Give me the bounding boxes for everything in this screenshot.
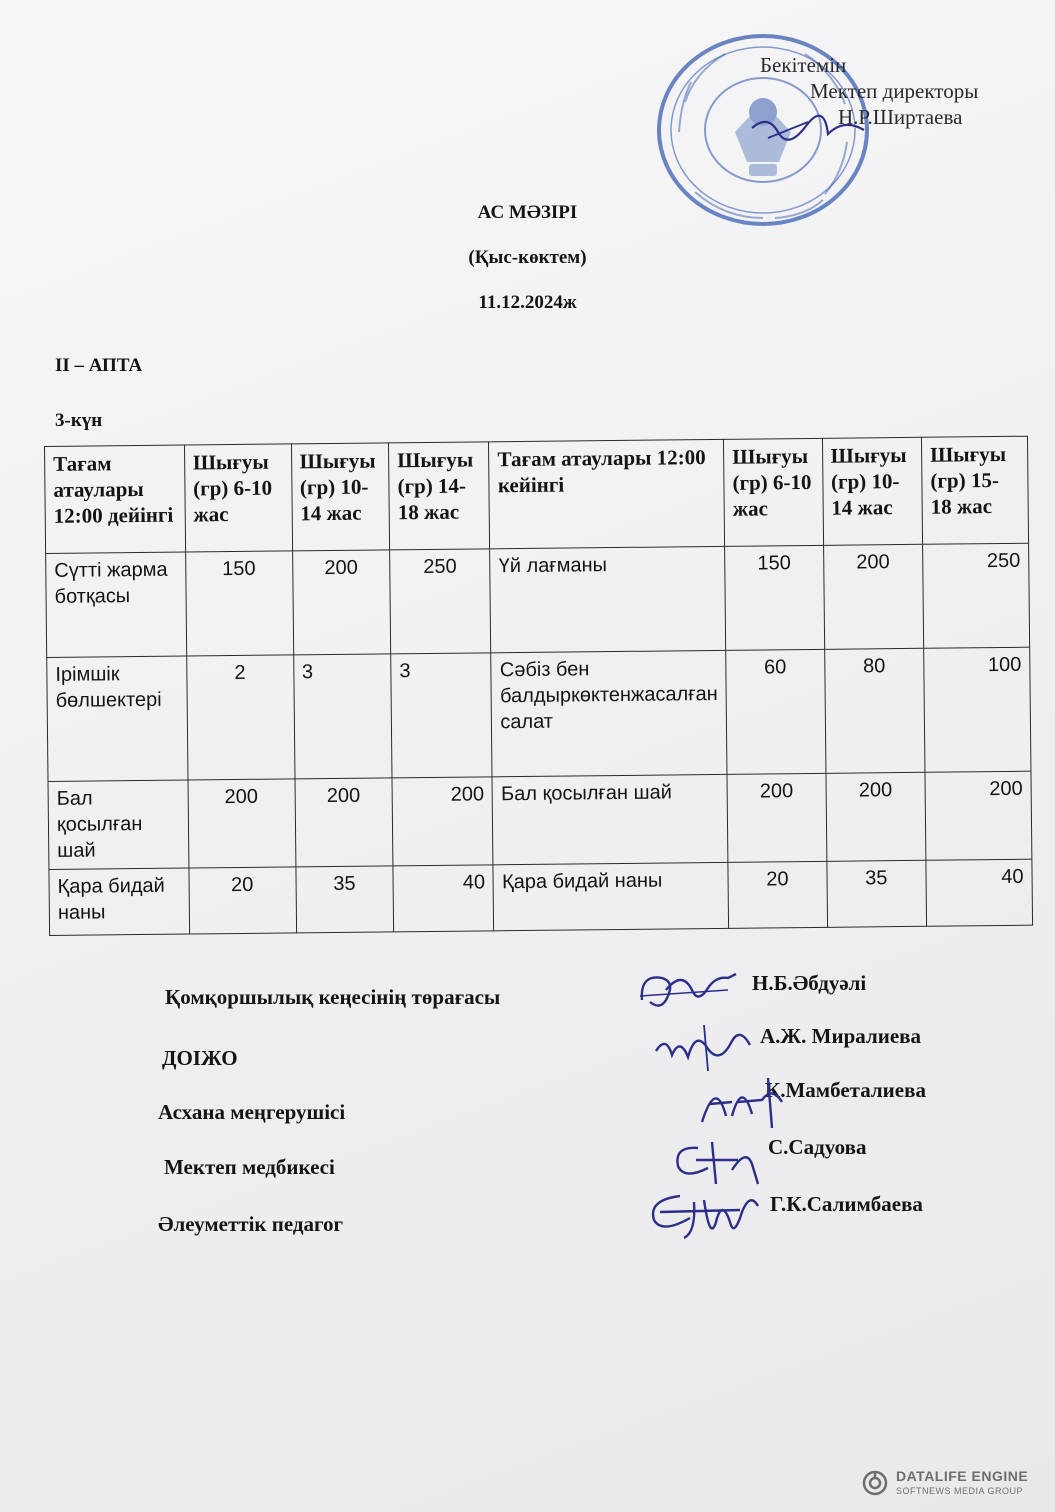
portion-cell: 250 [390,549,491,654]
portion-cell: 20 [728,861,827,928]
director-signature [748,108,868,148]
header-dish-after-noon: Тағам атаулары 12:00 кейінгі [489,439,725,548]
handwritten-signature [668,1130,778,1190]
dish-cell: Сүтті жарма ботқасы [46,552,187,657]
table-row [48,771,1032,869]
header-portion-10-14-pm: Шығуы (гр) 10-14 жас [822,437,923,545]
signature-role: Мектеп медбикесі [164,1155,335,1179]
menu-table [44,436,1033,936]
handwritten-signature [692,1072,802,1132]
watermark-subtitle: SOFTNEWS MEDIA GROUP [896,1486,1024,1496]
approval-position: Мектеп директоры [810,79,979,103]
signature-role: Қомқоршылық кеңесінің төрағасы [165,985,501,1009]
dish-cell: Үй лағманы [490,546,726,652]
week-label: II – АПТА [55,355,143,376]
table-header-row [45,436,1029,553]
portion-cell: 3 [293,654,392,779]
portion-cell: 2 [186,655,294,780]
handwritten-signature [640,1182,770,1252]
title-block [0,198,1055,333]
signature-name: Н.Б.Әбдуәлі [752,971,867,995]
portion-cell: 35 [295,866,393,933]
header-portion-6-10-pm: Шығуы (гр) 6-10 жас [724,438,824,546]
signature-name: С.Садуова [768,1135,867,1159]
signature-role: Асхана меңгерушісі [158,1100,346,1124]
portion-cell: 3 [391,653,493,778]
header-dish-before-noon: Тағам атаулары 12:00 дейінгі [45,445,186,553]
signature-row [0,1078,1055,1150]
portion-cell: 200 [823,544,924,649]
datalife-logo-icon [862,1470,888,1496]
day-label: 3-күн [55,410,103,431]
portion-cell: 35 [826,860,926,927]
signature-role: Әлеуметтік педагог [158,1212,344,1236]
portion-cell: 20 [189,867,297,934]
portion-cell: 200 [392,777,493,866]
dish-cell: Қара бидай наны [493,862,728,930]
portion-cell: 150 [725,545,825,650]
portion-cell: 200 [188,779,296,868]
portion-cell: 150 [185,551,293,656]
handwritten-signature [650,1015,760,1075]
signature-role: ДОІЖО [162,1046,238,1070]
season-label: (Қыс-көктем) [468,247,587,268]
header-portion-14-18-am: Шығуы (гр) 14-18 жас [389,442,490,550]
portion-cell: 200 [295,778,393,867]
table-row [49,859,1033,935]
header-portion-6-10-am: Шығуы (гр) 6-10 жас [184,444,292,552]
header-portion-15-18-pm: Шығуы (гр) 15-18 жас [921,436,1028,544]
header-portion-10-14-am: Шығуы (гр) 10-14 жас [291,443,390,551]
signature-name: А.Ж. Миралиева [760,1024,922,1048]
handwritten-signature [632,960,742,1020]
signature-name: К.Мамбеталиева [765,1078,926,1102]
dish-cell: Бал қосылған шай [492,774,728,864]
portion-cell: 40 [393,865,494,932]
portion-cell: 250 [923,543,1030,648]
watermark-title: DATALIFE ENGINE [896,1468,1029,1484]
portion-cell: 40 [926,859,1033,926]
portion-cell: 200 [727,773,826,862]
table-row [46,543,1030,657]
date-label: 11.12.2024ж [478,292,577,313]
portion-cell: 200 [826,772,926,861]
dish-cell: Ірімшік бөлшектері [47,656,188,781]
portion-cell: 80 [824,648,925,773]
dish-cell: Қара бидай наны [49,868,189,935]
dish-cell: Бал қосылған шай [48,780,189,869]
signature-name: Г.К.Салимбаева [770,1192,923,1216]
table-row [47,647,1031,781]
portion-cell: 200 [925,771,1032,860]
portion-cell: 60 [726,649,826,774]
portion-cell: 100 [924,647,1031,772]
dish-cell: Сәбіз бен балдыркөктенжасалған салат [491,650,727,776]
portion-cell: 200 [292,550,391,655]
page-title: АС МӘЗІРІ [477,202,578,223]
approval-label: Бекітемін [760,53,847,77]
signature-row [0,1192,1055,1262]
approval-director-name: Н.Р.Ширтаева [838,105,963,129]
